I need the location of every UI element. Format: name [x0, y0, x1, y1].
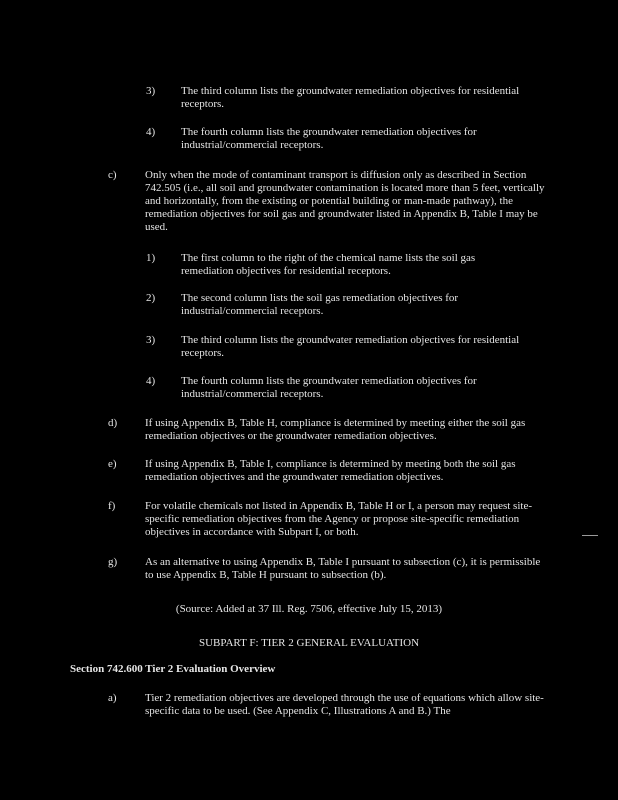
item-marker: f): [108, 500, 116, 512]
item-marker: 3): [146, 334, 156, 346]
source-note: (Source: Added at 37 Ill. Reg. 7506, effective July 15, 2013): [175, 603, 443, 615]
item-text: The first column to the right of the chemical name lists the soil gas remediation objectives for residential receptors.: [181, 252, 476, 277]
item-text: If using Appendix B, Table H, compliance is determined by meeting either the soil gas remediation objectives or the groundwater remediation objectives.: [145, 417, 526, 442]
item-text: As an alternative to using Appendix B, Table I pursuant to subsection (c), it is permissible to use Appendix B, Table H pursuant to subsection (b).: [145, 556, 541, 581]
section-heading: Section 742.600 Tier 2 Evaluation Overview: [70, 663, 276, 675]
item-marker: 4): [146, 375, 156, 387]
item-marker: 4): [146, 126, 156, 138]
item-text: The third column lists the groundwater remediation objectives for residential receptors.: [181, 334, 520, 359]
item-text: Tier 2 remediation objectives are developed through the use of equations which allow site-specific data to be used. (See Appendix C, Illustrations A and B.) The: [145, 692, 544, 717]
item-text: If using Appendix B, Table I, compliance is determined by meeting both the soil gas remediation objectives and the groundwater remediation objectives.: [145, 458, 516, 483]
item-marker: e): [108, 458, 117, 470]
item-marker: a): [108, 692, 117, 704]
item-marker: d): [108, 417, 118, 429]
item-marker: g): [108, 556, 118, 568]
item-marker: c): [108, 169, 117, 181]
item-marker: 2): [146, 292, 156, 304]
item-text: The fourth column lists the groundwater remediation objectives for industrial/commercial receptors.: [181, 375, 477, 400]
item-text: For volatile chemicals not listed in Appendix B, Table H or I, a person may request site-specific remediation objectives from the Agency or propose site-specific remediation objectives in accordance with Subpart I, or both.: [145, 500, 532, 538]
item-marker: 3): [146, 85, 156, 97]
item-text: Only when the mode of contaminant transport is diffusion only as described in Section 742.505 (i.e., all soil and groundwater contamination is located more than 5 feet, vertically and horizontally, from the existing or potential building or man-made pathway), the remediation objectives for soil gas and groundwater listed in Appendix B, Table I may be used.: [145, 169, 545, 233]
item-text: The third column lists the groundwater remediation objectives for residential receptors.: [181, 85, 520, 110]
item-marker: 1): [146, 252, 156, 264]
subpart-title: SUBPART F: TIER 2 GENERAL EVALUATION: [198, 637, 420, 649]
item-text: The second column lists the soil gas remediation objectives for industrial/commercial receptors.: [181, 292, 459, 317]
item-text: The fourth column lists the groundwater remediation objectives for industrial/commercial receptors.: [181, 126, 477, 151]
margin-mark: [582, 535, 598, 536]
